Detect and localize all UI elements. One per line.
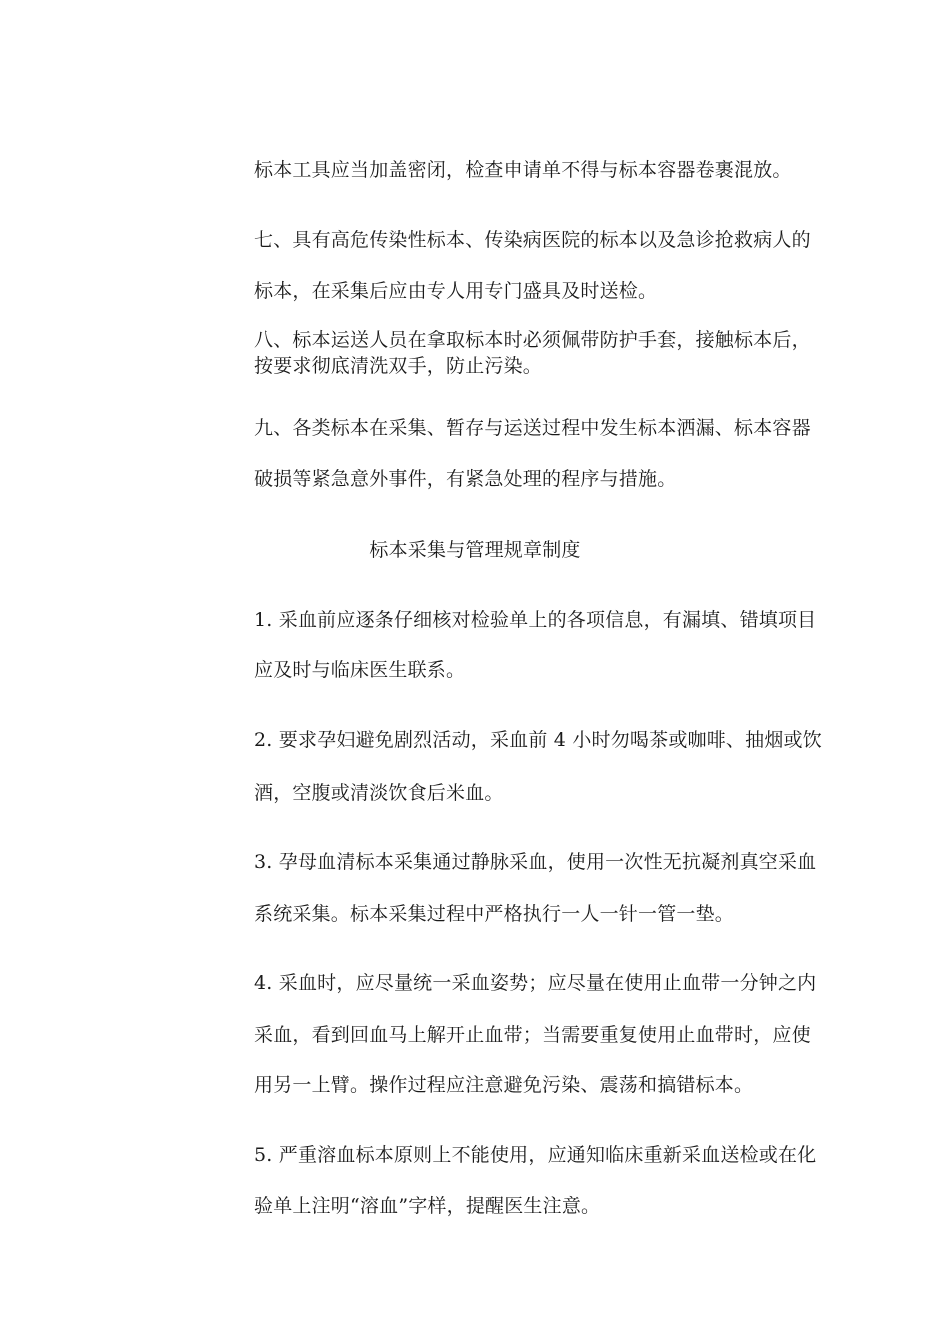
text-line: 酒，空腹或清淡饮食后米血。 — [254, 782, 504, 804]
text-line: 验单上注明“溶血”字样，提醒医生注意。 — [254, 1195, 601, 1217]
text-line: 系统采集。标本采集过程中严格执行一人一针一管一垫。 — [254, 903, 735, 925]
text-line: 应及时与临床医生联系。 — [254, 659, 466, 681]
text-line: 按要求彻底清洗双手，防止污染。 — [254, 355, 543, 377]
text-line: 5. 严重溶血标本原则上不能使用，应通知临床重新采血送检或在化 — [254, 1144, 817, 1166]
text-line: 3. 孕母血清标本采集通过静脉采血，使用一次性无抗凝剂真空采血 — [254, 851, 817, 873]
text-line: 4. 采血时，应尽量统一采血姿势；应尽量在使用止血带一分钟之内 — [254, 972, 817, 994]
section-title: 标本采集与管理规章制度 — [369, 539, 581, 561]
text-line: 用另一上臂。操作过程应注意避免污染、震荡和搞错标本。 — [254, 1074, 754, 1096]
text-line: 采血，看到回血马上解开止血带；当需要重复使用止血带时，应使 — [254, 1024, 811, 1046]
text-line: 八、标本运送人员在拿取标本时必须佩带防护手套，接触标本后， — [254, 329, 811, 351]
text-line: 七、具有高危传染性标本、传染病医院的标本以及急诊抢救病人的 — [254, 229, 811, 251]
text-line: 2. 要求孕妇避免剧烈活动，采血前 4 小时勿喝茶或咖啡、抽烟或饮 — [254, 729, 822, 751]
text-line: 破损等紧急意外事件，有紧急处理的程序与措施。 — [254, 468, 677, 490]
text-line: 标本工具应当加盖密闭，检查申请单不得与标本容器卷裹混放。 — [254, 159, 792, 181]
text-line: 标本，在采集后应由专人用专门盛具及时送检。 — [254, 280, 658, 302]
text-line: 九、各类标本在采集、暂存与运送过程中发生标本洒漏、标本容器 — [254, 417, 811, 439]
text-line: 1. 采血前应逐条仔细核对检验单上的各项信息，有漏填、错填项目 — [254, 609, 817, 631]
